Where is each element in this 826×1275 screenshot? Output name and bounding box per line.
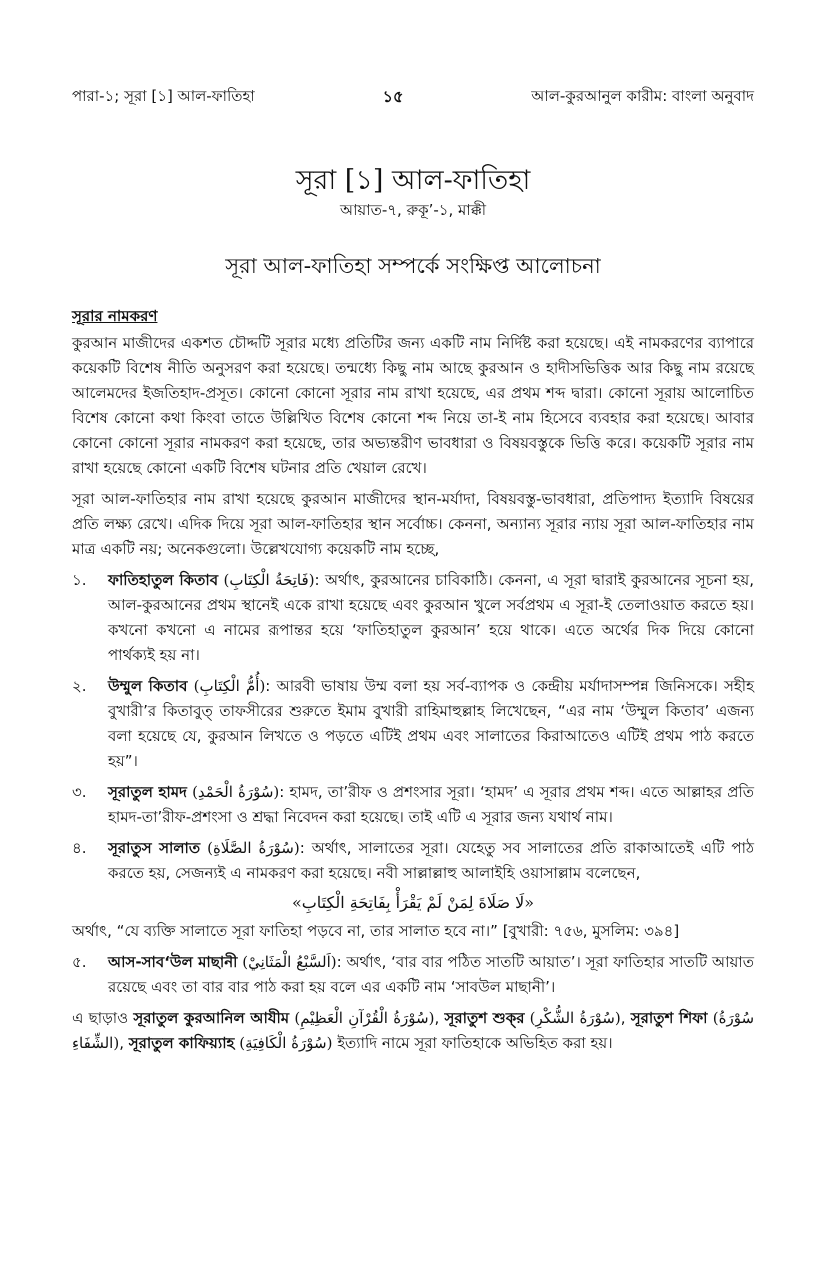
closing-paragraph [72, 1006, 754, 1056]
section-heading: সূরার নামকরণ [72, 307, 158, 325]
closing-term-2: সূরাতুশ শুক্‌র [444, 1009, 525, 1027]
item-term: আস-সাব‘উল মাছানী [108, 953, 238, 971]
item-arabic: (فَاتِحَةُ الْكِتَابِ) [223, 571, 315, 589]
closing-arabic-4: (سُوْرَةُ الْكَافِيَةِ) [234, 1034, 333, 1052]
closing-term-1: সূরাতুল কুরআনিল আযীম [133, 1009, 290, 1027]
list-item [72, 780, 754, 830]
item-number: ৪. [72, 839, 87, 857]
closing-sep-3: , [119, 1034, 129, 1052]
list-item [72, 568, 754, 668]
item-description: : আরবী ভাষায় উম্ম বলা হয় সর্ব-ব্যাপক ও কেন্দ্রীয় মর্যাদাসম্পন্ন জিনিসকে। সহীহ বুখারী’র কিতাবুত্ তাফসীরের শুরুতে ইমাম বুখারী রাহিমাহুল্লাহ লিখেছেন, “এর নাম ‘উম্মুল কিতাব’ এজন্য বলা হয়েছে যে, কুরআন লিখতে ও পড়তে এটিই প্রথম এবং সালাতের কিরাআতেও এটিই প্রথম পাঠ করতে হয়”। [108, 677, 754, 770]
closing-arabic-1: (سُوْرَةُ الْقُرْآنِ الْعَظِيْمِ) [289, 1009, 435, 1027]
section-subtitle: সূরা আল-ফাতিহা সম্পর্কে সংক্ষিপ্ত আলোচনা [225, 254, 601, 278]
closing-arabic-2: (سُوْرَةُ الشُّكْرِ) [524, 1009, 621, 1027]
item-text [108, 836, 754, 886]
item-description: : অর্থাৎ, কুরআনের চাবিকাঠি। কেননা, এ সূরা দ্বারাই কুরআনের সূচনা হয়, আল-কুরআনের প্রথম স্থানেই একে রাখা হয়েছে এবং কুরআন খুলে সর্বপ্রথম এ সূরা-ই তেলাওয়াত করতে হয়। কখনো কখনো এ নামের রূপান্তর হয়ে ‘ফাতিহাতুল কুরআন’ হয়ে থাকে। এতে অর্থের দিক দিয়ে কোনো পার্থক্যই হয় না। [108, 571, 754, 664]
item-number: ১. [72, 571, 87, 589]
item-term: সূরাতুল হামদ [108, 783, 187, 801]
item-arabic: (اَلسَّبْعُ الْمَثَانِيْ) [242, 953, 337, 971]
header-right: আল-কুরআনুল কারীম: বাংলা অনুবাদ [531, 86, 754, 105]
item-arabic: (أُمُّ الْكِتَابِ) [193, 677, 266, 695]
closing-term-3: সূরাতুশ শিফা [630, 1009, 708, 1027]
title-block [0, 162, 826, 220]
surah-title: সূরা [১] আল-ফাতিহা [295, 165, 531, 196]
item-description: : অর্থাৎ, সালাতের সূরা। যেহেতু সব সালাতের প্রতি রাকাআতেই এটি পাঠ করতে হয়, সেজন্যই এ নামকরণ করা হয়েছে। নবী সাল্লাল্লাহু আলাইহি ওয়াসাল্লাম বলেছেন, [108, 839, 754, 882]
list-item [72, 674, 754, 774]
running-header [72, 84, 754, 110]
closing-arabic-3: (سُوْرَةُ الشِّفَاءِ) [72, 1009, 755, 1052]
list-item [72, 950, 754, 1000]
closing-term-4: সূরাতুল কাফিয়্যাহ [128, 1034, 235, 1052]
paragraph-naming: কুরআন মাজীদের একশত চৌদ্দটি সূরার মধ্যে প্রতিটির জন্য একটি নাম নির্দিষ্ট করা হয়েছে। এই নামকরণের ব্যাপারে কয়েকটি বিশেষ নীতি অনুসরণ করা হয়েছে। তন্মধ্যে কিছু নাম আছে কুরআন ও হাদীসভিত্তিক আর কিছু নাম রয়েছে আলেমদের ইজতিহাদ-প্রসূত। কোনো কোনো সূরার নাম রাখা হয়েছে, এর প্রথম শব্দ দ্বারা। কোনো সূরায় আলোচিত বিশেষ কোনো কথা কিংবা তাতে উল্লিখিত বিশেষ কোনো শব্দ নিয়ে তা-ই নাম হিসেবে ব্যবহার করা হয়েছে। আবার কোনো কোনো সূরার নামকরণ করা হয়েছে, তার অভ্যন্তরীণ ভাবধারা ও বিষয়বস্তুকে ভিত্তি করে। কয়েকটি সূরার নাম রাখা হয়েছে কোনো একটি বিশেষ ঘটনার প্রতি খেয়াল রেখে। [72, 334, 754, 477]
item-arabic: (سُوْرَةُ الصَّلَاةِ) [207, 839, 300, 857]
item-number: ৩. [72, 783, 87, 801]
item-number: ৫. [72, 953, 87, 971]
item-text [108, 568, 754, 668]
body-text [72, 304, 754, 1062]
page-number: ১৫ [382, 86, 404, 106]
header-left: পারা-১; সূরা [১] আল-ফাতিহা [72, 86, 255, 105]
closing-sep-1: , [434, 1009, 445, 1027]
surah-meta: আয়াত-৭, রুকূ’-১, মাক্কী [339, 201, 487, 219]
item-term: সূরাতুস সালাত [108, 839, 201, 857]
hadith-translation: অর্থাৎ, “যে ব্যক্তি সালাতে সূরা ফাতিহা পড়বে না, তার সালাত হবে না।” [বুখারী: ৭৫৬, মুসলিম: ৩৯৪] [72, 922, 680, 940]
closing-sep-2: , [620, 1009, 631, 1027]
closing-pre: এ ছাড়াও [72, 1009, 134, 1027]
item-arabic: (سُوْرَةُ الْحَمْدِ) [192, 783, 280, 801]
item-description: : হামদ, তা’রীফ ও প্রশংসার সূরা। ‘হামদ’ এ সূরার প্রথম শব্দ। এতে আল্লাহর প্রতি হামদ-তা’রীফ-প্রশংসা ও শ্রদ্ধা নিবেদন করা হয়েছে। তাই এটি এ সূরার জন্য যথার্থ নাম। [108, 783, 754, 826]
item-text [108, 780, 754, 830]
item-term: উম্মুল কিতাব [108, 677, 188, 695]
paragraph-names-intro: সূরা আল-ফাতিহার নাম রাখা হয়েছে কুরআন মাজীদের স্থান-মর্যাদা, বিষয়বস্তু-ভাবধারা, প্রতিপাদ্য ইত্যাদি বিষয়ের প্রতি লক্ষ্য রেখে। এদিক দিয়ে সূরা আল-ফাতিহার স্থান সর্বোচ্চ। কেননা, অন্যান্য সূরার ন্যায় সূরা আল-ফাতিহার নাম মাত্র একটি নয়; অনেকগুলো। উল্লেখযোগ্য কয়েকটি নাম হচ্ছে, [72, 490, 754, 558]
item-term: ফাতিহাতুল কিতাব [108, 571, 219, 589]
item-text [108, 950, 754, 1000]
item-description: : অর্থাৎ, ‘বার বার পঠিত সাতটি আয়াত’। সূরা ফাতিহার সাতটি আয়াত রয়েছে এবং তা বার বার পাঠ করা হয় বলে এর একটি নাম ‘সাবউল মাছানী’। [108, 953, 754, 996]
item-number: ২. [72, 677, 87, 695]
closing-post: ইত্যাদি নামে সূরা ফাতিহাকে অভিহিত করা হয়। [332, 1034, 613, 1052]
item-text [108, 674, 754, 774]
hadith-arabic: «لَا صَلَاةَ لِمَنْ لَمْ يَقْرَأْ بِفَاتِحَةِ الْكِتَابِ» [291, 893, 535, 912]
list-item [72, 836, 754, 886]
